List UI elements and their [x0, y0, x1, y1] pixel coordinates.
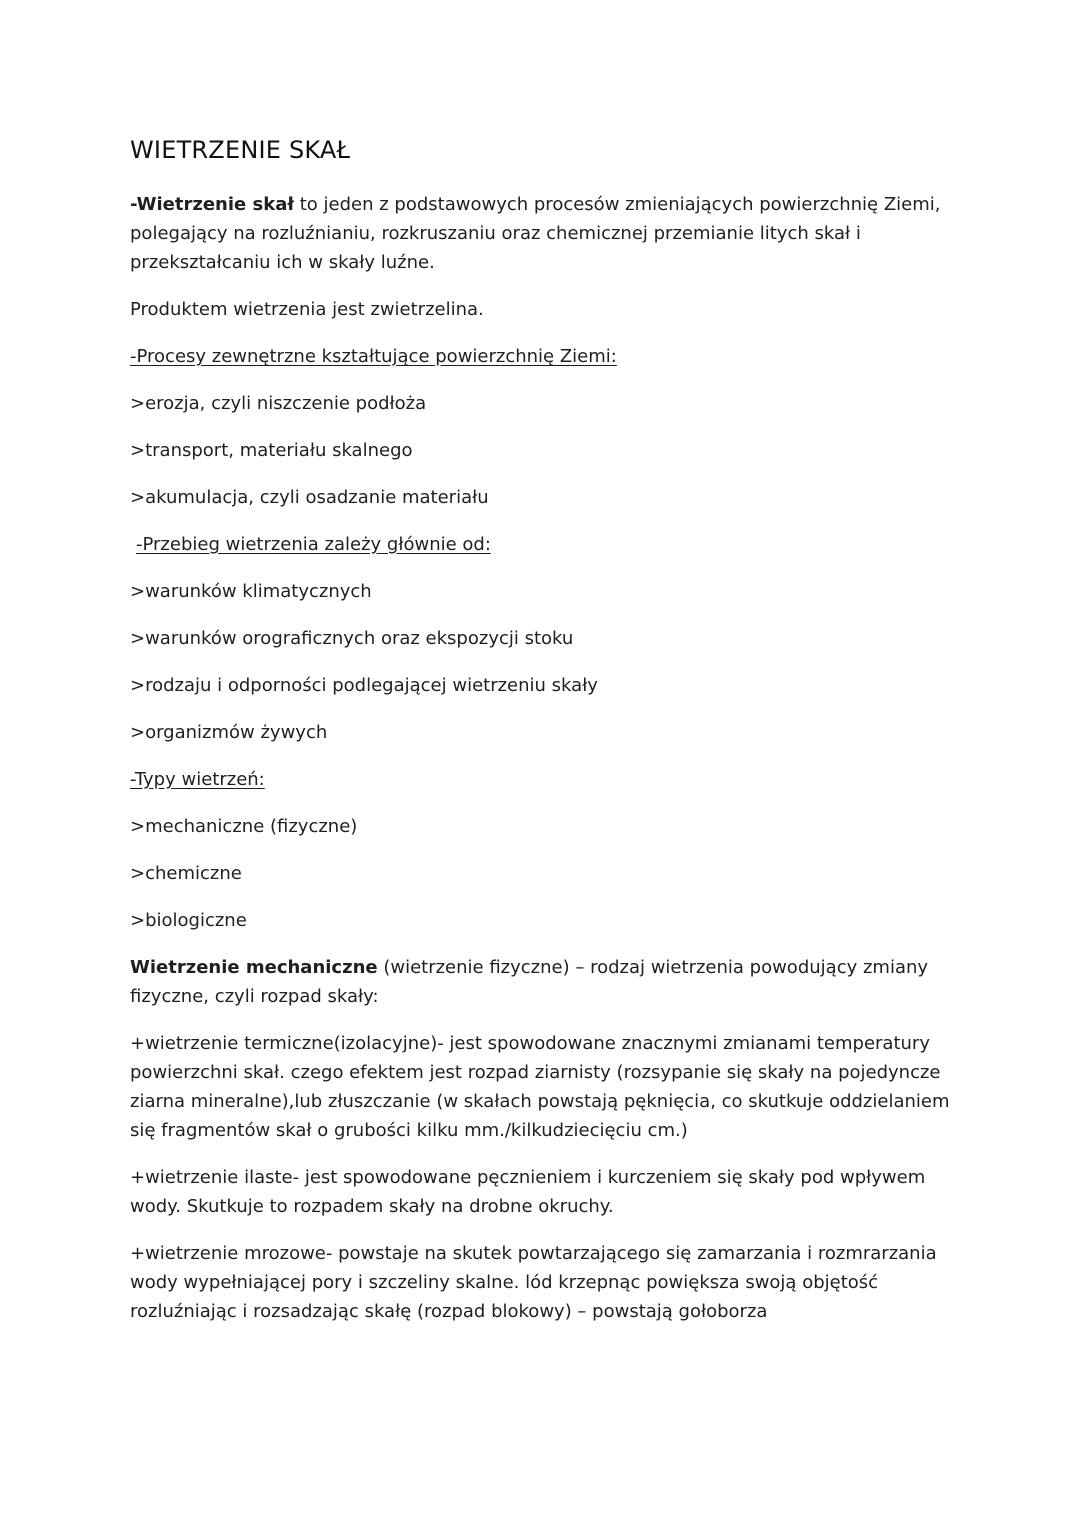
document-content: [130, 136, 950, 1326]
type-item-chemical: >chemiczne: [130, 863, 242, 884]
intro-paragraph: [130, 190, 950, 277]
factor-item-rock-type: >rodzaju i odporności podlegającej wietrzeniu skały: [130, 675, 598, 696]
factors-heading: -Przebieg wietrzenia zależy głównie od:: [136, 534, 491, 555]
clay-paragraph: +wietrzenie ilaste- jest spowodowane pęcznieniem i kurczeniem się skały pod wpływem wody. Skutkuje to rozpadem skały na drobne okruchy.: [130, 1167, 926, 1217]
types-heading: -Typy wietrzeń:: [130, 769, 265, 790]
product-paragraph: Produktem wietrzenia jest zwietrzelina.: [130, 299, 484, 320]
thermal-paragraph: +wietrzenie termiczne(izolacyjne)- jest spowodowane znacznymi zmianami temperatury powierzchni skał. czego efektem jest rozpad ziarnisty (rozsypanie się skały na pojedyncze ziarna mineralne),lub złuszczanie (w skałach powstają pęknięcia, co skutkuje oddzielaniem się fragmentów skał o grubości kilku mm./kilkudziecięciu cm.): [130, 1033, 950, 1141]
mechanical-rest: (wietrzenie fizyczne) – rodzaj wietrzenia powodujący zmiany fizyczne, czyli rozpad skały:: [130, 957, 929, 1007]
processes-heading: -Procesy zewnętrzne kształtujące powierzchnię Ziemi:: [130, 346, 617, 367]
factor-item-orographic: >warunków orograficznych oraz ekspozycji stoku: [130, 628, 574, 649]
mechanical-bold-lead: Wietrzenie mechaniczne: [130, 957, 378, 978]
factor-item-climate: >warunków klimatycznych: [130, 581, 372, 602]
frost-paragraph: +wietrzenie mrozowe- powstaje na skutek powtarzającego się zamarzania i rozmrarzania wody wypełniającej pory i szczeliny skalne. lód krzepnąc powiększa swoją objętość rozluźniając i rozsadzając skałę (rozpad blokowy) – powstają gołoborza: [130, 1243, 937, 1322]
type-item-mechanical: >mechaniczne (fizyczne): [130, 816, 358, 837]
type-item-biological: >biologiczne: [130, 910, 247, 931]
mechanical-paragraph: [130, 953, 950, 1011]
factor-item-organisms: >organizmów żywych: [130, 722, 328, 743]
intro-rest: to jeden z podstawowych procesów zmieniających powierzchnię Ziemi, polegający na rozluźnianiu, rozkruszaniu oraz chemicznej przemianie litych skał i przekształcaniu ich w skały luźne.: [130, 194, 941, 273]
process-item-accumulation: >akumulacja, czyli osadzanie materiału: [130, 487, 489, 508]
intro-bold-lead: -Wietrzenie skał: [130, 194, 295, 215]
page-title: WIETRZENIE SKAŁ: [130, 136, 351, 164]
process-item-erosion: >erozja, czyli niszczenie podłoża: [130, 393, 427, 414]
process-item-transport: >transport, materiału skalnego: [130, 440, 413, 461]
